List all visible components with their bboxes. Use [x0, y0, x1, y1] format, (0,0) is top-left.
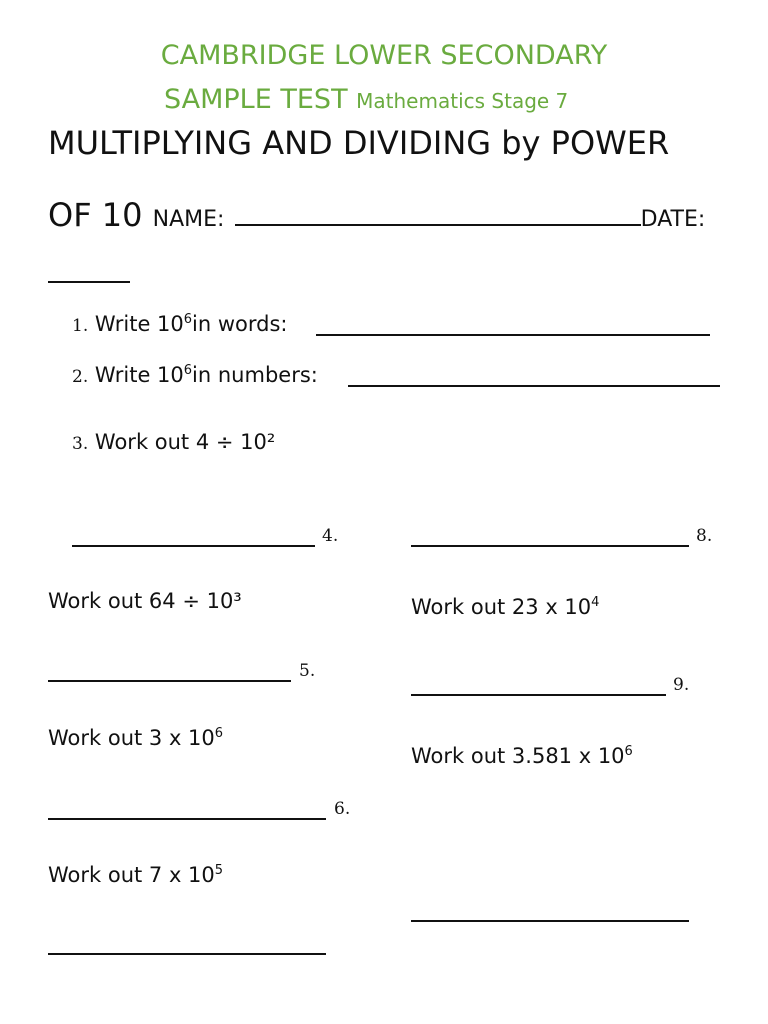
question-6-exponent: 5	[214, 863, 224, 878]
answer-line-4[interactable]	[48, 680, 291, 682]
header-subtitle	[164, 84, 568, 115]
question-1-text: Write 10	[94, 312, 184, 336]
question-5-number: 5.	[299, 661, 316, 681]
stage-label: Mathematics Stage 7	[356, 89, 569, 113]
worksheet-title: MULTIPLYING AND DIVIDING by POWER	[48, 124, 670, 162]
question-8	[411, 595, 599, 619]
answer-line-1[interactable]	[316, 334, 710, 336]
question-6	[48, 863, 223, 887]
question-6-number: 6.	[334, 799, 351, 819]
question-4-text: Work out 64 ÷ 10³	[48, 589, 242, 613]
answer-line-2[interactable]	[348, 385, 720, 387]
name-field[interactable]	[235, 224, 641, 226]
question-2-text: Write 10	[94, 363, 184, 387]
question-8-text: Work out 23 x 10	[411, 595, 592, 619]
question-3	[72, 430, 275, 454]
question-1-exponent: 6	[183, 312, 193, 327]
date-label: DATE:	[640, 207, 706, 232]
answer-line-6[interactable]	[48, 953, 326, 955]
question-1-text-end: in words:	[192, 312, 288, 336]
question-2-number: 2.	[72, 367, 89, 387]
question-2-exponent: 6	[183, 363, 193, 378]
header-title: CAMBRIDGE LOWER SECONDARY	[160, 40, 608, 71]
question-8-exponent: 4	[591, 595, 600, 610]
answer-line-5[interactable]	[48, 818, 326, 820]
answer-line-9[interactable]	[411, 920, 689, 922]
answer-line-8[interactable]	[411, 694, 666, 696]
question-8-number: 8.	[696, 526, 713, 546]
question-3-text: Work out 4 ÷ 10²	[94, 430, 276, 454]
question-9-exponent: 6	[624, 744, 633, 759]
question-9	[411, 744, 633, 768]
question-1-number: 1.	[72, 316, 89, 336]
question-6-text: Work out 7 x 10	[48, 863, 215, 887]
question-3-number: 3.	[72, 434, 89, 454]
sample-test-label: SAMPLE TEST	[164, 84, 348, 115]
question-2-text-end: in numbers:	[192, 363, 318, 387]
date-field[interactable]	[48, 281, 130, 283]
question-5-text: Work out 3 x 10	[48, 726, 215, 750]
question-9-text: Work out 3.581 x 10	[411, 744, 625, 768]
question-4-number: 4.	[322, 526, 339, 546]
question-2	[72, 363, 318, 387]
question-5-exponent: 6	[214, 726, 224, 741]
answer-line-7[interactable]	[411, 545, 689, 547]
worksheet-title-line2	[48, 196, 705, 234]
question-1	[72, 312, 288, 336]
answer-line-3[interactable]	[72, 545, 315, 547]
question-9-number: 9.	[673, 675, 690, 695]
question-5	[48, 726, 223, 750]
worksheet-title-end: OF 10	[48, 196, 143, 234]
name-label: NAME:	[152, 207, 225, 232]
